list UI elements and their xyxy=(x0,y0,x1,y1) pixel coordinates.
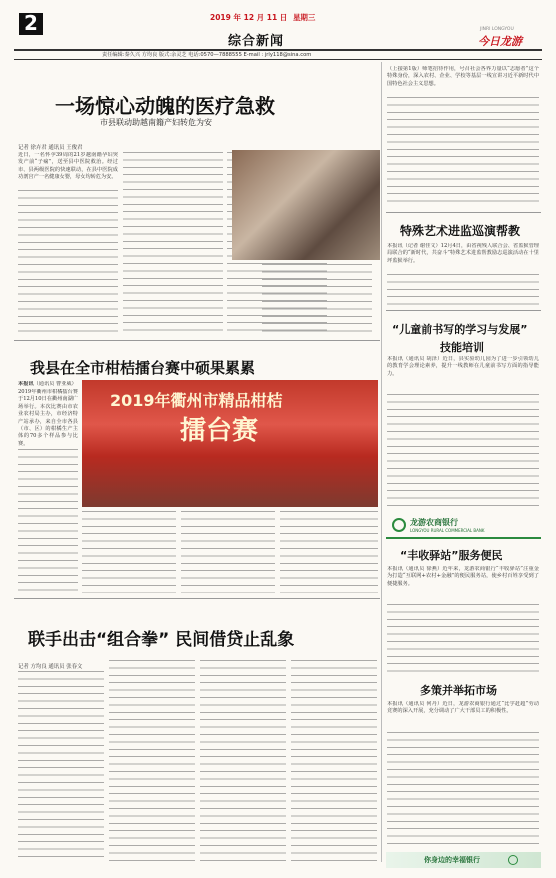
art-body xyxy=(387,274,539,306)
book-rule xyxy=(386,310,541,311)
loan-body-col4 xyxy=(291,660,377,863)
citrus-body-col3 xyxy=(181,511,275,593)
citrus-body-col2 xyxy=(82,511,176,593)
bank-rule xyxy=(386,537,541,539)
main-byline: 记者 徐卉君 通讯员 王俊君 xyxy=(18,145,83,151)
citrus-photo-banner: 2019年衢州市精品柑桔 xyxy=(110,391,283,410)
header-rule-bottom xyxy=(14,59,542,60)
main-body-col2 xyxy=(123,152,223,336)
loan-body-col3 xyxy=(200,660,286,863)
section-name: 综合新闻 xyxy=(228,34,285,49)
main-body-col4 xyxy=(262,264,372,336)
bank-name-en: LONGYOU RURAL COMMERCIAL BANK xyxy=(410,528,485,533)
citrus-byline-text: （通讯员 曹亚威） xyxy=(33,381,77,387)
editors-line: 责任编辑:秦久兴 方均良 版式:余灵芝 电话:0570—7888555 E-mail : jrly118@sina.com xyxy=(102,52,312,58)
citrus-rule-top xyxy=(14,340,380,341)
newspaper-logo: 今日龙游 xyxy=(478,35,522,48)
art-headline: 特殊艺术进监巡演帮教 xyxy=(400,224,521,238)
art-byline: 本报讯（记者 谢佳文）12月4日，由省视残人联合会、省监狱管理局联合的“新时代，共奋斗”特殊艺术进监帮教励志巡演活动在十里坪监狱举行。 xyxy=(387,243,539,264)
main-body-col1-rest xyxy=(18,190,118,336)
main-body-col1: 近日，一名怀孕39周的21岁越南籍孕妇突发产前“子痫”，送至县中医院救治。经过市、县两级医院的快速联动，在县中医院成功剖宫产一名健康女婴，母女均转危为安。 xyxy=(18,152,118,181)
slogan-logo-icon xyxy=(508,855,518,865)
bank-logo-icon xyxy=(392,518,406,532)
book-body xyxy=(387,394,539,512)
loan-body-col2 xyxy=(109,660,195,863)
citrus-byline xyxy=(18,381,78,388)
harvest-body xyxy=(387,604,539,674)
citrus-photo-subbanner: 擂台赛 xyxy=(180,416,259,446)
loan-byline: 记者 方均良 通讯员 张春文 xyxy=(18,664,83,670)
tea-body xyxy=(387,732,539,850)
main-headline: 一场惊心动魄的医疗急救 xyxy=(55,94,275,118)
harvest-headline: “丰收驿站”服务便民 xyxy=(400,549,503,562)
tea-headline: 多策并举拓市场 xyxy=(420,684,497,697)
book-byline: 本报讯（通讯员 胡泽）近日，县实验幼儿园为了进一步引领幼儿的教育学会理论素养，提升一线教师在儿童前书写方面的指导能力。 xyxy=(387,356,539,377)
right-top-text: （上接第1版）师笔招待作用，号召社会各界力量以“志愿者”这个特殊身份，深入农村、企业、学校等基层一线宣讲习近平新时代中国特色社会主义思想。 xyxy=(387,66,539,87)
harvest-byline: 本报讯（通讯员 徐燕）近年来，龙游农商银行“丰收驿站”注重金为打造“互联网+农村+金融”的便民服务站，使乡村百姓享受到了便捷服务。 xyxy=(387,566,539,587)
issue-date xyxy=(210,12,315,23)
col-divider-right xyxy=(381,62,382,862)
main-subheadline: 市县联动助越南籍产妇转危为安 xyxy=(100,118,212,127)
citrus-byline-label: 本报讯 xyxy=(18,381,34,387)
art-rule xyxy=(386,212,541,213)
right-top-text-rest xyxy=(387,97,539,207)
loan-headline: 联手出击“组合拳” 民间借贷止乱象 xyxy=(28,630,295,650)
main-photo xyxy=(232,150,380,260)
page-number: 2 xyxy=(24,11,38,35)
loan-body-col1 xyxy=(18,671,104,863)
book-subheadline: 技能培训 xyxy=(440,341,484,354)
bottom-slogan: 你身边的幸福银行 xyxy=(424,856,480,864)
citrus-headline: 我县在全市柑桔擂台赛中硕果累累 xyxy=(30,359,256,377)
logo-pinyin: JINRI LONGYOU xyxy=(480,27,514,32)
issue-weekday: 星期三 xyxy=(292,13,316,22)
citrus-body-col4 xyxy=(280,511,378,593)
citrus-body-col1-rest xyxy=(18,449,78,594)
bank-name-cn: 龙游农商银行 xyxy=(410,518,458,527)
loan-rule-top xyxy=(14,598,380,599)
book-headline: “儿童前书写的学习与发展” xyxy=(392,323,528,336)
tea-byline: 本报讯（通讯员 何丹）近日，龙游农商银行通过“比学赶超”劳动竞赛的深入开展，充分调动了广大干部员工的积极性。 xyxy=(387,701,539,715)
citrus-body-col1: 2019年衢州市柑橘擂台赛于12月10日在衢州南湖广场举行。本次比赛由市农业农村局主办，市经济特产站承办，来自全市各县（市、区）的柑橘生产主体的70多个样品参与比赛。 xyxy=(18,389,78,447)
issue-date-value: 2019 年 12 月 11 日 xyxy=(210,13,288,22)
